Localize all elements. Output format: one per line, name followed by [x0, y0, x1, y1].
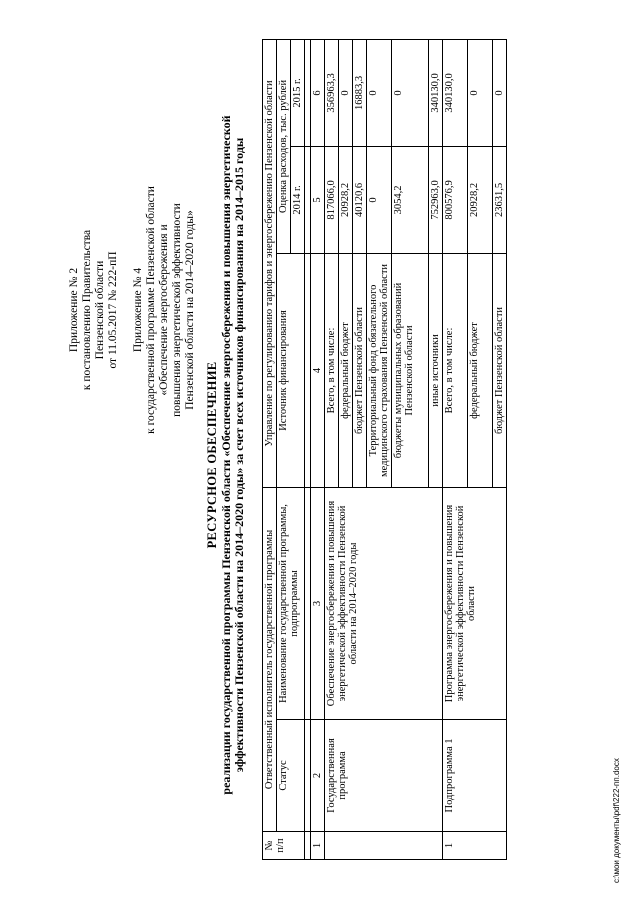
row-value-2015: 16883,3 — [353, 39, 367, 146]
header-status: Статус — [277, 720, 305, 832]
column-number: 6 — [311, 39, 325, 146]
header-executor: Управление по регулированию тарифов и энергосбережению Пензенской области — [263, 39, 277, 487]
resource-table — [262, 39, 507, 860]
header-2015: 2015 г. — [291, 39, 305, 146]
row-name: Программа энергосбережения и повышения энергетической эффективности Пензенской области — [443, 487, 507, 719]
document-title — [206, 25, 247, 885]
row-value-2015: 0 — [339, 39, 353, 146]
row-no — [325, 832, 443, 860]
row-source: бюджет Пензенской области — [353, 253, 367, 487]
column-number: 2 — [311, 720, 325, 832]
row-source: бюджет Пензенской области — [493, 253, 507, 487]
annex-line: Приложение № 2 — [68, 267, 80, 353]
annex-line: от 11.05.2017 № 222-пП — [107, 251, 119, 369]
row-value-2015: 0 — [493, 39, 507, 146]
row-value-2014: 20928,2 — [339, 146, 353, 253]
annex-line: Пензенской области на 2014–2020 годы» — [184, 210, 196, 410]
row-value-2015: 0 — [468, 39, 493, 146]
row-value-2014: 752963,0 — [429, 146, 443, 253]
title-line: реализации государственной программы Пензенской области «Обеспечение энергосбережения и повышения энергетической — [218, 115, 233, 795]
row-value-2014: 20928,2 — [468, 146, 493, 253]
row-source: иные источники — [429, 253, 443, 487]
row-status: Государственная программа — [325, 720, 443, 832]
row-source: федеральный бюджет — [339, 253, 353, 487]
annex-line: «Обеспечение энергосбережения и — [158, 224, 170, 396]
header-estimate: Оценка расходов, тыс. рублей — [277, 39, 291, 253]
column-number: 5 — [311, 146, 325, 253]
table-row — [443, 39, 468, 859]
row-source: федеральный бюджет — [468, 253, 493, 487]
row-value-2014: 23631,5 — [493, 146, 507, 253]
row-value-2015: 340130,0 — [443, 39, 468, 146]
row-value-2014: 817066,0 — [325, 146, 339, 253]
annex-line: Приложение № 4 — [132, 267, 144, 353]
title-line: эффективности Пензенской области на 2014–2020 годы» за счет всех источников финансирования на 2014–2015 годы — [232, 137, 246, 773]
annex-4-header — [132, 160, 197, 460]
header-2014: 2014 г. — [291, 146, 305, 253]
row-value-2014: 3054,2 — [392, 146, 429, 253]
table-row — [263, 39, 277, 859]
annex-line: Пензенской области — [94, 260, 106, 360]
column-number: 1 — [311, 832, 325, 860]
row-value-2015: 356963,3 — [325, 39, 339, 146]
column-number: 4 — [311, 253, 325, 487]
header-responsible: Ответственный исполнитель государственной программы — [263, 487, 277, 831]
row-source: Всего, в том числе: — [325, 253, 339, 487]
column-numbers-row — [311, 39, 325, 859]
file-path-footer: c:\мои документы\pdf\222-пп.docx — [612, 758, 621, 883]
annex-line: к государственной программе Пензенской области — [145, 186, 157, 434]
header-name: Наименование государственной программы, подпрограммы — [277, 487, 305, 719]
table-row — [325, 39, 339, 859]
header-source: Источник финансирования — [277, 253, 305, 487]
row-no: 1 — [443, 832, 507, 860]
title-main: РЕСУРСНОЕ ОБЕСПЕЧЕНИЕ — [205, 361, 219, 549]
column-number: 3 — [311, 487, 325, 719]
row-value-2014: 0 — [367, 146, 392, 253]
header-no: № п/п — [263, 832, 305, 860]
row-value-2014: 40120,6 — [353, 146, 367, 253]
row-value-2015: 340130,0 — [429, 39, 443, 146]
row-status: Подпрограмма 1 — [443, 720, 507, 832]
row-source: Территориальный фонд обязательного медицинского страхования Пензенской области — [367, 253, 392, 487]
row-source: бюджеты муниципальных образований Пензенской области — [392, 253, 429, 487]
row-source: Всего, в том числе: — [443, 253, 468, 487]
annex-line: повышения энергетической эффективности — [171, 203, 183, 417]
annex-2-header — [68, 160, 120, 460]
table-row — [277, 39, 291, 859]
annex-line: к постановлению Правительства — [81, 229, 93, 391]
row-value-2014: 800576,9 — [443, 146, 468, 253]
row-value-2015: 0 — [367, 39, 392, 146]
row-name: Обеспечение энергосбережения и повышения энергетической эффективности Пензенской области на 2014–2020 годы — [325, 487, 443, 719]
row-value-2015: 0 — [392, 39, 429, 146]
